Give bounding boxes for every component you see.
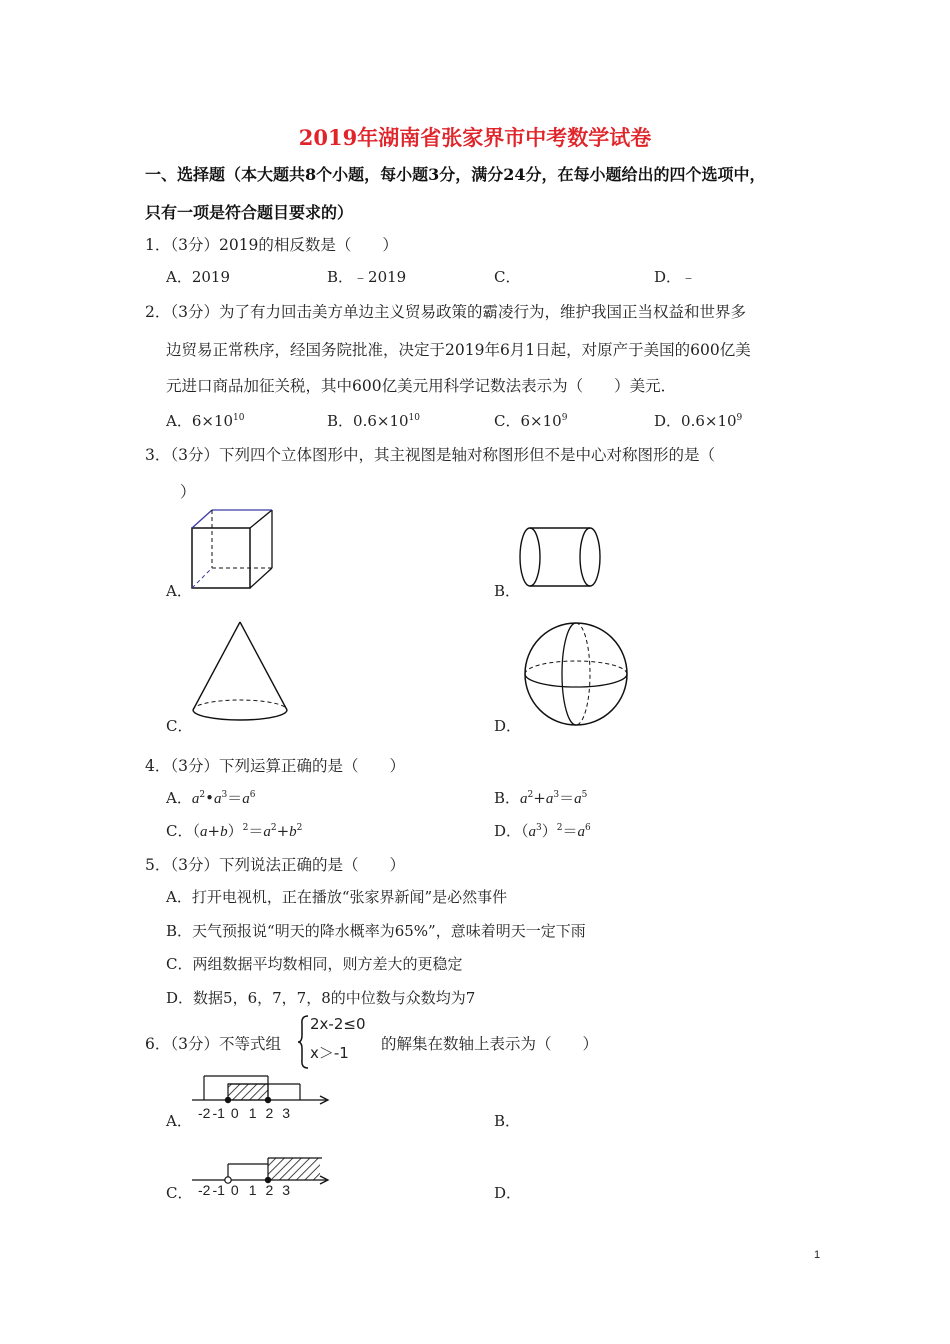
- q5-option-b: B．天气预报说“明天的降水概率为65%”，意味着明天一定下雨: [166, 922, 586, 940]
- q6-option-b-label: B．: [494, 1112, 521, 1130]
- q5-option-c: C．两组数据平均数相同，则方差大的更稳定: [166, 955, 463, 973]
- q6-option-d-label: D．: [494, 1184, 522, 1202]
- q2-stem-line1: 2．（3分）为了有力回击美方单边主义贸易政策的霸凌行为，维护我国正当权益和世界多: [145, 303, 746, 321]
- q5-option-d: D．数据5，6，7，7，8的中位数与众数均为7: [166, 989, 476, 1007]
- tick-label: 3: [282, 1105, 291, 1121]
- tick-label: 2: [265, 1182, 274, 1198]
- system-brace: [297, 1015, 309, 1069]
- q6-option-c-label: C．: [166, 1184, 193, 1202]
- q3-option-c-label: C．: [166, 717, 193, 735]
- q1-stem: 1．（3分）2019的相反数是（ ）: [145, 236, 398, 254]
- cylinder-figure: [518, 526, 604, 588]
- q5-stem: 5．（3分）下列说法正确的是（ ）: [145, 856, 405, 874]
- page-number: 1: [814, 1249, 821, 1261]
- number-line-c-ticks: [198, 1182, 290, 1198]
- q6-inequality-2: x＞-1: [310, 1044, 349, 1062]
- q3-option-d-label: D．: [494, 717, 522, 735]
- q2-stem-line3: 元进口商品加征关税，其中600亿美元用科学记数法表示为（ ）美元．: [166, 377, 677, 395]
- q3-stem-line1: 3．（3分）下列四个立体图形中，其主视图是轴对称图形但不是中心对称图形的是（: [145, 446, 715, 464]
- q3-stem-line2: ）: [180, 483, 196, 501]
- tick-label: -1: [212, 1105, 225, 1121]
- q2-stem-line2: 边贸易正常秩序，经国务院批准，决定于2019年6月1日起，对原产于美国的600亿美: [166, 341, 751, 359]
- tick-label: 1: [248, 1182, 257, 1198]
- tick-label: 2: [265, 1105, 274, 1121]
- q4-stem: 4．（3分）下列运算正确的是（ ）: [145, 757, 405, 775]
- q2-option-b: B．$0.6\times 10^{10}$: [327, 412, 420, 430]
- q1-option-d: D．﹣: [654, 268, 697, 286]
- q5-option-a: A．打开电视机，正在播放“张家界新闻”是必然事件: [166, 888, 508, 906]
- q4-option-c: C．$(a+b)^2=a^2+b^2$: [166, 822, 303, 840]
- q2-option-a: A．$6\times 10^{10}$: [166, 412, 245, 430]
- q2-option-d: D．$0.6\times 10^9$: [654, 412, 743, 430]
- page-title: 2019年湖南省张家界市中考数学试卷: [298, 125, 652, 150]
- tick-label: -2: [198, 1182, 211, 1198]
- q6-inequality-1: 2x-2≤0: [310, 1015, 366, 1033]
- q1-option-b: B．﹣2019: [327, 268, 407, 286]
- q1-option-a: A．2019: [166, 268, 231, 286]
- q3-option-a-label: A．: [166, 582, 192, 600]
- tick-label: 1: [248, 1105, 257, 1121]
- cone-figure: [190, 620, 292, 726]
- tick-label: 0: [230, 1182, 239, 1198]
- section-heading-line2: 只有一项是符合题目要求的）: [145, 203, 354, 222]
- tick-label: 0: [230, 1105, 239, 1121]
- tick-label: 3: [282, 1182, 291, 1198]
- q1-option-c: C．: [494, 268, 521, 286]
- tick-label: -1: [212, 1182, 225, 1198]
- number-line-a-ticks: [198, 1105, 290, 1121]
- q4-option-a: A．$a^2•a^3=a^6$: [166, 789, 256, 807]
- q6-stem-left: 6．（3分）不等式组: [145, 1035, 281, 1053]
- section-heading-line1: 一、选择题（本大题共8个小题，每小题3分，满分24分，在每小题给出的四个选项中，: [145, 165, 766, 184]
- tick-label: -2: [198, 1105, 211, 1121]
- q3-option-b-label: B．: [494, 582, 521, 600]
- q2-option-c: C．$6\times 10^9$: [494, 412, 568, 430]
- q4-option-b: B．$a^2+a^3=a^5$: [494, 789, 588, 807]
- q6-stem-right: 的解集在数轴上表示为（ ）: [381, 1035, 599, 1053]
- q6-option-a-label: A．: [166, 1112, 192, 1130]
- sphere-figure: [522, 622, 630, 726]
- q4-option-d: D．$(a^3)^2=a^6$: [494, 822, 591, 840]
- cube-figure: [190, 508, 280, 596]
